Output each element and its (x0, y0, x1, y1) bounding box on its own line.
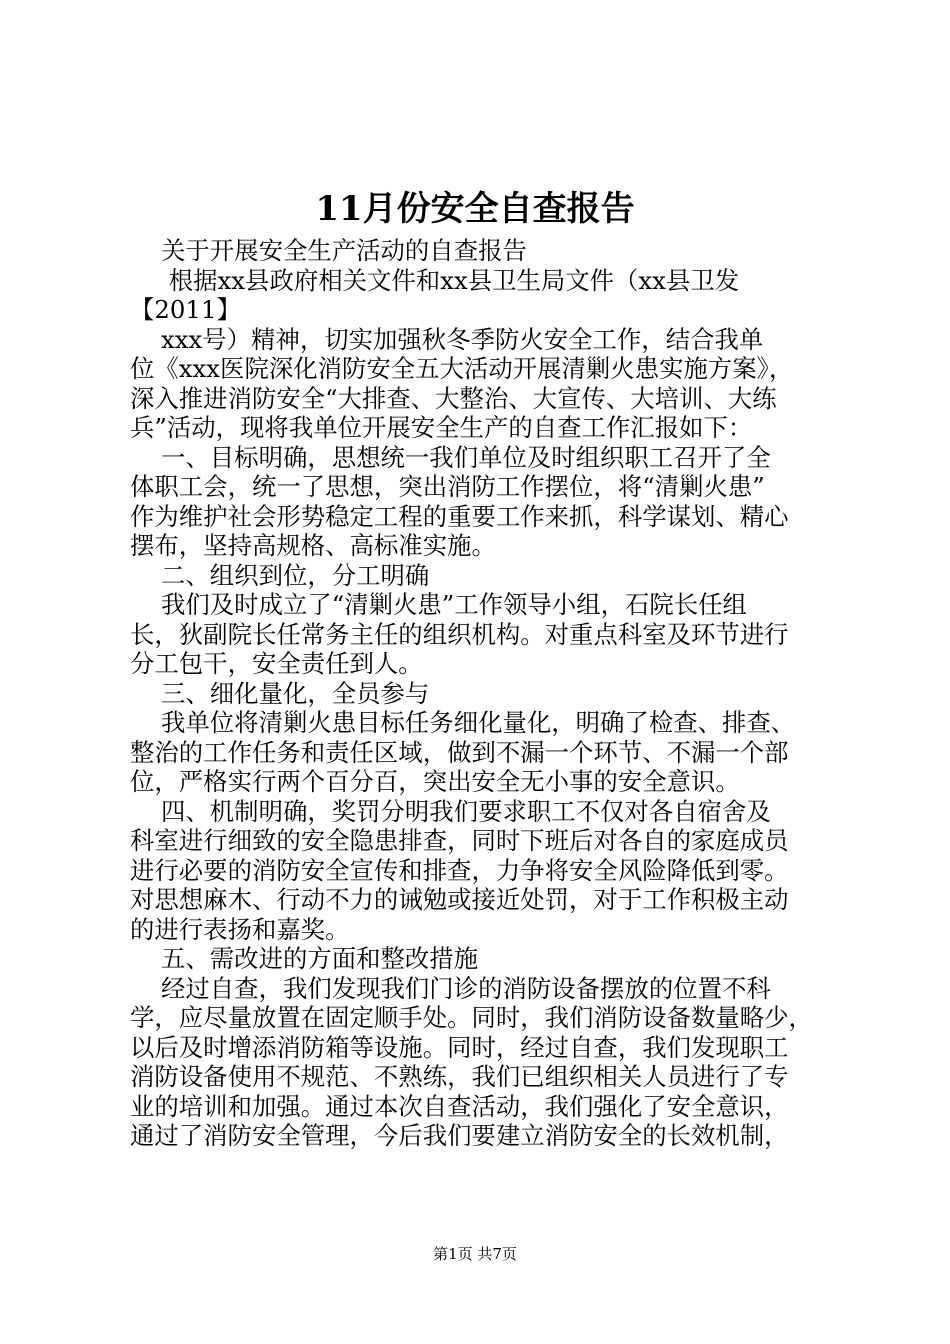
document-title: 11月份安全自查报告 (315, 189, 635, 229)
body-line: 分工包干，安全责任到人。 (130, 649, 423, 678)
body-line: 学，应尽量放置在固定顺手处。同时，我们消防设备数量略少， (130, 1003, 813, 1032)
body-line: 作为维护社会形势稳定工程的重要工作来抓，科学谋划、精心 (130, 501, 789, 531)
body-line: 二、组织到位，分工明确 (130, 560, 430, 590)
body-line: 长，狄副院长任常务主任的组织机构。对重点科室及环节进行 (130, 619, 789, 649)
body-line: 的进行表扬和嘉奖。 (130, 914, 350, 944)
body-line: 根据xx县政府相关文件和xx县卫生局文件（xx县卫发 (130, 265, 740, 295)
body-line: 科室进行细致的安全隐患排查，同时下班后对各自的家庭成员 (130, 826, 789, 855)
body-line: 消防设备使用不规范、不熟练，我们已组织相关人员进行了专 (130, 1062, 789, 1091)
body-line: 进行必要的消防安全宣传和排查，力争将安全风险降低到零。 (130, 855, 789, 885)
body-line: 四、机制明确，奖罚分明我们要求职工不仅对各自宿舍及 (130, 796, 771, 826)
document-body (130, 236, 830, 1151)
body-line: 关于开展安全生产活动的自查报告 (130, 236, 527, 265)
body-line: 摆布，坚持高规格、高标准实施。 (130, 531, 496, 560)
body-line: 位，严格实行两个百分百，突出安全无小事的安全意识。 (130, 767, 740, 796)
body-line: 业的培训和加强。通过本次自查活动，我们强化了安全意识， (130, 1091, 789, 1121)
body-line: 通过了消防安全管理，今后我们要建立消防安全的长效机制， (130, 1121, 789, 1150)
body-line: 对思想麻木、行动不力的诫勉或接近处罚，对于工作积极主动 (130, 885, 789, 914)
body-line: xxx号）精神，切实加强秋冬季防火安全工作，结合我单 (130, 324, 764, 354)
page-footer: 第1页 共7页 (433, 1245, 517, 1263)
body-line: 【2011】 (130, 295, 241, 324)
body-line: 位《xxx医院深化消防安全五大活动开展清剿火患实施方案》， (130, 354, 794, 383)
body-line: 三、细化量化，全员参与 (130, 678, 430, 708)
body-line: 体职工会，统一了思想，突出消防工作摆位，将“清剿火患” (130, 472, 765, 501)
body-line: 深入推进消防安全“大排查、大整治、大宣传、大培训、大练 (130, 383, 777, 413)
body-line: 经过自查，我们发现我们门诊的消防设备摆放的位置不科 (130, 973, 771, 1003)
body-line: 一、目标明确，思想统一我们单位及时组织职工召开了全 (130, 442, 771, 472)
body-line: 我单位将清剿火患目标任务细化量化，明确了检查、排查、 (130, 708, 796, 737)
body-line: 五、需改进的方面和整改措施 (130, 944, 479, 973)
body-line: 整治的工作任务和责任区域，做到不漏一个环节、不漏一个部 (130, 737, 789, 767)
body-line: 兵”活动，现将我单位开展安全生产的自查工作汇报如下： (130, 413, 753, 442)
body-line: 以后及时增添消防箱等设施。同时，经过自查，我们发现职工 (130, 1032, 789, 1062)
body-line: 我们及时成立了“清剿火患”工作领导小组，石院长任组 (130, 590, 747, 619)
